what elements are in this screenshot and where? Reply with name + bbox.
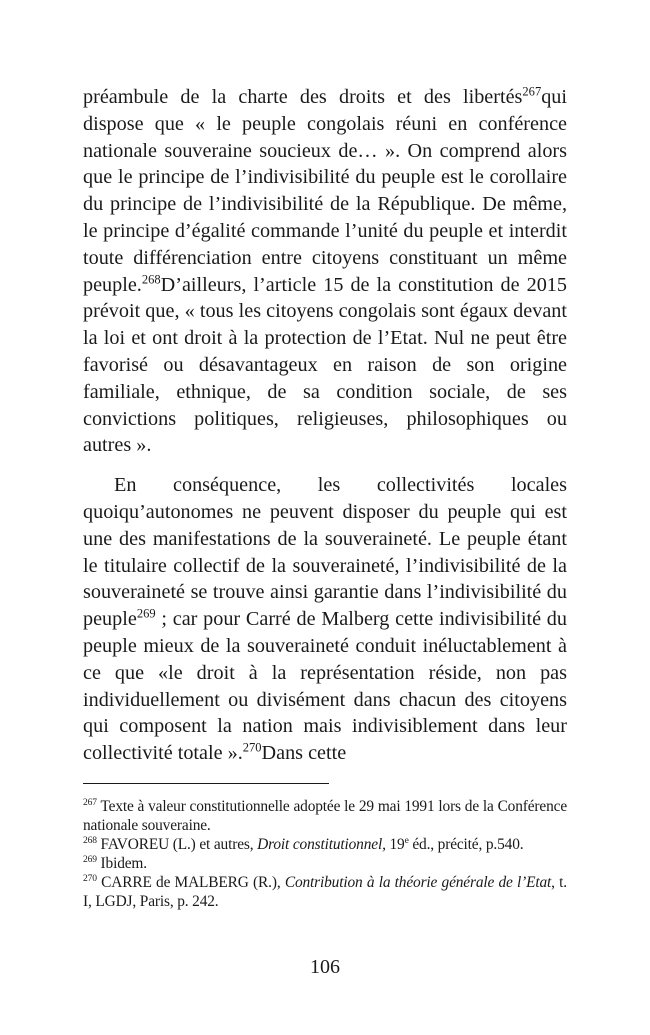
note-reference: 268 [141,271,161,286]
body-text [83,84,567,767]
text-run: Texte à valeur constitutionnelle adoptée le 29 mai 1991 lors de la Conférence nationale souveraine. [83,797,567,834]
text-run: D’ailleurs, l’article 15 de la constitution de 2015 prévoit que, « tous les citoyens congolais sont égaux devant la loi et ont droit à la protection de l’Etat. Nul ne peut être favorisé ou désavantageux en raison de son origine familiale, ethnique, de sa condition sociale, de ses convictions politiques, religieuses, philosophiques ou autres ». [83,273,567,457]
text-run: , t. I, LGDJ, Paris, p. 242. [83,873,567,910]
text-run: Ibidem. [96,854,147,872]
italic-text: Droit constitutionnel, [257,835,386,853]
note-reference: 267 [83,796,97,808]
note-reference: 270 [83,872,97,884]
text-run: En conséquence, les collectivités locales quoiqu’autonomes ne peuvent disposer du peuple qui est une des manifestations de la souveraineté. Le peuple étant le titulaire collectif de la souveraineté, l’indivisibilité de la souveraineté se trouve ainsi garantie dans l’indivisibilité du peuple [83,474,567,631]
text-run: qui dispose que « le peuple congolais réuni en conférence nationale souveraine soucieux de… ». On comprend alors que le principe de l’indivisibilité du peuple est le corollaire du principe de l’indivisibilité de la République. De même, le principe d’égalité commande l’unité du peuple et interdit toute différenciation entre citoyens constituant un même peuple. [83,86,567,296]
page-number: 106 [310,956,340,978]
footnote-separator [83,783,329,784]
page-content [83,84,567,911]
footnote [83,854,567,873]
note-reference: 268 [83,834,97,846]
footnote [83,873,567,911]
text-run: éd., précité, p.540. [408,835,524,853]
italic-text: Contribution à la théorie générale de l’Etat [284,873,552,891]
note-reference: 269 [83,853,97,865]
note-reference: 269 [136,606,156,621]
body-paragraph [83,472,567,767]
note-reference: 267 [522,84,542,99]
text-run: ; car pour Carré de Malberg cette indivisibilité du peuple mieux de la souveraineté conduit inéluctablement à ce que «le droit à la représentation réside, non pas individuellement ou divisément dans chacun des citoyens qui composent la nation mais indivisiblement dans leur collectivité totale ». [83,608,567,765]
text-run: Dans cette [261,742,347,765]
note-reference: 270 [242,740,262,755]
body-paragraph [83,84,567,459]
footnotes [83,797,567,911]
note-reference: e [404,834,409,846]
text-run: CARRE de MALBERG (R.), [96,873,285,891]
text-run: préambule de la charte des droits et des libertés [83,86,523,108]
footnote [83,835,567,854]
footnote [83,797,567,835]
text-run: FAVOREU (L.) et autres, [96,835,258,853]
text-run: 19 [385,835,405,853]
